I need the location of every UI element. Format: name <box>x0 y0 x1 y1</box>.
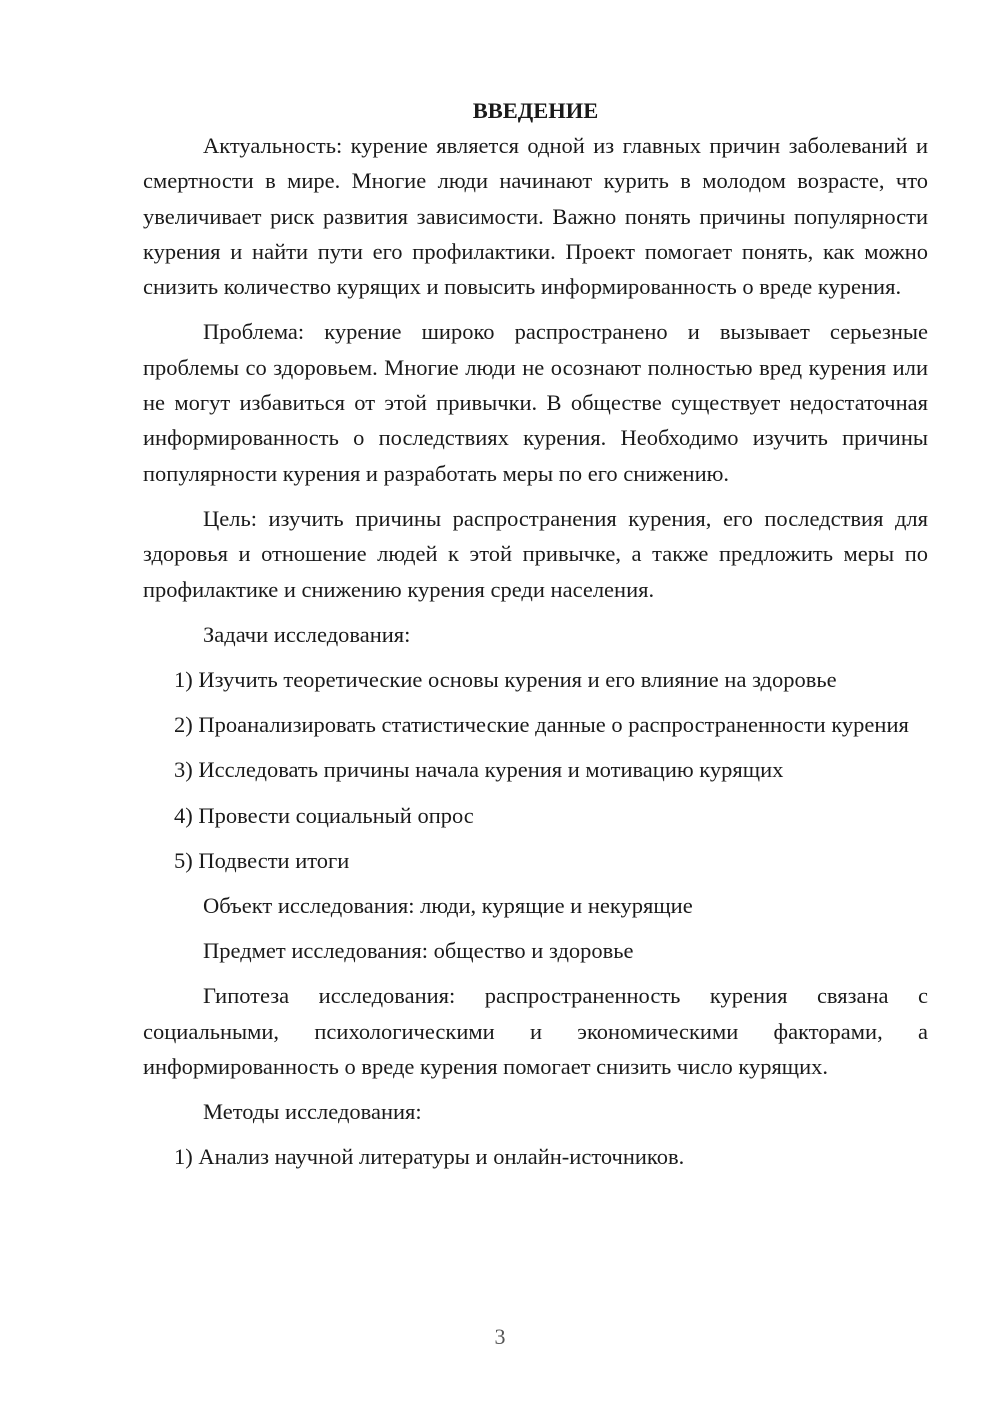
task-item-1: 1) Изучить теоретические основы курения и его влияние на здоровье <box>174 666 837 692</box>
task-item-2: 2) Проанализировать статистические данные о распространенности курения <box>174 712 909 738</box>
paragraph-relevance: Актуальность: курение является одной из главных причин заболеваний и смертности в мире. Многие люди начинают курить в молодом возрасте, что увеличивает риск развития зависимости. Важно понять причины популярности курения и найти пути его профилактики. Проект помогает понять, как можно снизить количество курящих и повысить информированность о вреде курения. <box>143 133 928 300</box>
paragraph-problem: Проблема: курение широко распространено и вызывает серьезные проблемы со здоровьем. Многие люди не осознают полностью вред курения или не могут избавиться от этой привычки. В обществе существует недостаточная информированность о последствиях курения. Необходимо изучить причины популярности курения и разработать меры по его снижению. <box>143 319 928 486</box>
document-page <box>143 93 928 1185</box>
page-number: 3 <box>494 1324 506 1349</box>
task-item-5: 5) Подвести итоги <box>174 848 350 874</box>
paragraph-hypothesis: Гипотеза исследования: распространенность курения связана с социальными, психологическими и экономическими факторами, а информированность о вреде курения помогает снизить число курящих. <box>143 983 928 1079</box>
research-object: Объект исследования: люди, курящие и некурящие <box>203 893 693 919</box>
task-item-3: 3) Исследовать причины начала курения и мотивацию курящих <box>174 757 784 783</box>
tasks-heading: Задачи исследования: <box>203 621 411 647</box>
section-title: ВВЕДЕНИЕ <box>472 98 599 123</box>
methods-heading: Методы исследования: <box>203 1099 422 1125</box>
paragraph-goal: Цель: изучить причины распространения курения, его последствия для здоровья и отношение людей к этой привычке, а также предложить меры по профилактике и снижению курения среди населения. <box>143 505 928 602</box>
research-subject: Предмет исследования: общество и здоровье <box>203 938 634 964</box>
task-item-4: 4) Провести социальный опрос <box>174 802 474 828</box>
method-item-1: 1) Анализ научной литературы и онлайн-источников. <box>174 1144 685 1170</box>
